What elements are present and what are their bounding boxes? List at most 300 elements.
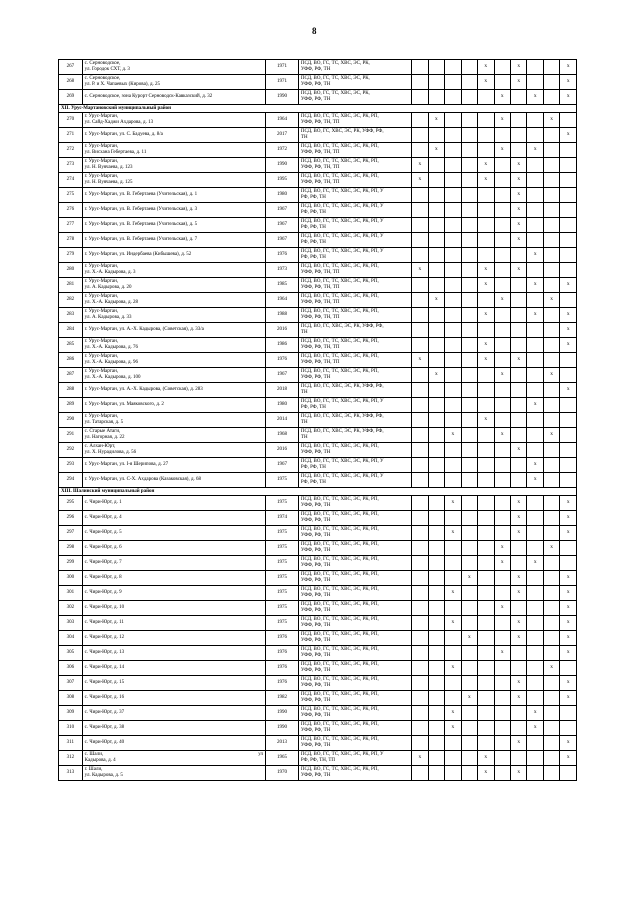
mark-cell xyxy=(428,691,444,706)
address-cell xyxy=(82,661,265,676)
mark-cell xyxy=(478,526,494,541)
works-cell xyxy=(298,188,411,203)
mark-cell xyxy=(494,398,510,413)
mark-cell xyxy=(494,496,510,511)
works-line: ПСД, ВО, ГС, ТС, ХВС, ЭС, РК, РП, xyxy=(300,542,379,548)
mark-cell xyxy=(494,60,510,75)
address-line: с. Чири-Юрт, д. 12 xyxy=(84,635,125,641)
mark-cell: x xyxy=(478,413,494,428)
mark-cell xyxy=(527,571,543,586)
mark-cell xyxy=(412,368,428,383)
mark-cell xyxy=(494,233,510,248)
mark-cell: x xyxy=(412,158,428,173)
works-line: ПСД, ВО, ГС, ХВС, ЭС, РК, УФФ, РФ, xyxy=(300,414,384,420)
mark-cell xyxy=(412,676,428,691)
works-line: ПСД, ВО, ГС, ТС, ХВС, ЭС, РК, РП, xyxy=(300,264,379,270)
mark-cell: x xyxy=(445,661,461,676)
mark-cell xyxy=(461,443,477,458)
mark-cell: x xyxy=(511,263,527,278)
mark-cell xyxy=(445,158,461,173)
mark-cell xyxy=(412,293,428,308)
mark-cell xyxy=(461,75,477,90)
mark-cell: x xyxy=(445,616,461,631)
year-cell: 1974 xyxy=(265,511,298,526)
mark-cell: x xyxy=(560,383,577,398)
address-line: с. Чири-Юрт, д. 8 xyxy=(84,575,122,581)
mark-cell xyxy=(445,691,461,706)
mark-cell xyxy=(445,398,461,413)
mark-cell xyxy=(527,413,543,428)
mark-cell xyxy=(527,383,543,398)
mark-cell xyxy=(478,496,494,511)
table-row xyxy=(59,113,577,128)
address-cell xyxy=(82,308,265,323)
row-number: 301 xyxy=(59,586,83,601)
works-cell xyxy=(298,113,411,128)
mark-cell xyxy=(461,128,477,143)
mark-cell: x xyxy=(494,601,510,616)
address-cell xyxy=(82,188,265,203)
mark-cell: x xyxy=(428,293,444,308)
mark-cell xyxy=(560,428,577,443)
mark-cell xyxy=(461,293,477,308)
mark-cell xyxy=(412,473,428,488)
mark-cell: x xyxy=(527,308,543,323)
mark-cell xyxy=(478,248,494,263)
table-row xyxy=(59,428,577,443)
address-line: с. Серноводское, xyxy=(84,76,121,82)
mark-cell xyxy=(543,751,559,766)
mark-cell xyxy=(428,473,444,488)
mark-cell: x xyxy=(445,496,461,511)
mark-cell xyxy=(511,368,527,383)
mark-cell xyxy=(478,661,494,676)
mark-cell: x xyxy=(494,556,510,571)
mark-cell xyxy=(494,443,510,458)
mark-cell xyxy=(494,526,510,541)
year-cell: 1967 xyxy=(265,218,298,233)
address-cell xyxy=(82,443,265,458)
mark-cell xyxy=(478,736,494,751)
mark-cell xyxy=(412,248,428,263)
works-line: ПСД, ВО, ГС, ТС, ХВС, ЭС, РК, РП, xyxy=(300,527,379,533)
mark-cell xyxy=(445,413,461,428)
mark-cell xyxy=(527,496,543,511)
mark-cell xyxy=(494,173,510,188)
table-row xyxy=(59,766,577,781)
address-cell xyxy=(82,556,265,571)
address-cell xyxy=(82,691,265,706)
mark-cell xyxy=(428,646,444,661)
works-line: ПСД, ВО, ГС, ТС, ХВС, ЭС, РК, РП, xyxy=(300,677,379,683)
mark-cell: x xyxy=(494,541,510,556)
mark-cell xyxy=(412,541,428,556)
mark-cell xyxy=(543,60,559,75)
year-cell: 2014 xyxy=(265,413,298,428)
mark-cell xyxy=(412,278,428,293)
works-line: УФФ, РФ, ТН xyxy=(300,623,331,628)
year-cell: 2016 xyxy=(265,443,298,458)
mark-cell: x xyxy=(478,751,494,766)
mark-cell xyxy=(412,526,428,541)
mark-cell: x xyxy=(478,278,494,293)
works-line: ПСД, ВО, ГС, ТС, ХВС, ЭС, РК, xyxy=(300,91,370,97)
mark-cell xyxy=(494,631,510,646)
mark-cell xyxy=(445,751,461,766)
mark-cell xyxy=(494,473,510,488)
mark-cell xyxy=(543,706,559,721)
mark-cell xyxy=(527,691,543,706)
address-line: г. Урус-Мартан, xyxy=(84,414,119,420)
address-line: ул. Кадырова, д. 5 xyxy=(84,773,123,778)
works-line: УФФ, РФ, ТН, ТП xyxy=(300,285,340,290)
mark-cell xyxy=(412,586,428,601)
address-line: ул. Х. Нурадилова, д. 56 xyxy=(84,450,137,455)
address-line: г. Урус-Мартан, ул. В. Гебертаева (Учительская), д. 7 xyxy=(84,237,198,243)
year-cell: 2017 xyxy=(265,128,298,143)
mark-cell: x xyxy=(494,428,510,443)
mark-cell xyxy=(445,338,461,353)
mark-cell xyxy=(560,368,577,383)
year-cell: 1967 xyxy=(265,368,298,383)
row-number: 310 xyxy=(59,721,83,736)
mark-cell: x xyxy=(412,263,428,278)
mark-cell xyxy=(560,143,577,158)
address-line: с. Алхан-Юрт, xyxy=(84,444,116,450)
mark-cell xyxy=(445,353,461,368)
table-row xyxy=(59,511,577,526)
mark-cell xyxy=(494,586,510,601)
mark-cell xyxy=(445,278,461,293)
mark-cell xyxy=(511,128,527,143)
row-number: 286 xyxy=(59,353,83,368)
address-line: г. Урус-Мартан, xyxy=(84,114,119,120)
mark-cell xyxy=(478,383,494,398)
table-row xyxy=(59,496,577,511)
mark-cell: x xyxy=(511,443,527,458)
mark-cell xyxy=(560,661,577,676)
works-line: УФФ, РФ, ТН xyxy=(300,375,331,380)
mark-cell: x xyxy=(527,458,543,473)
mark-cell xyxy=(461,368,477,383)
table-row xyxy=(59,128,577,143)
mark-cell xyxy=(412,661,428,676)
table-row xyxy=(59,233,577,248)
mark-cell xyxy=(494,736,510,751)
mark-cell xyxy=(428,676,444,691)
mark-cell xyxy=(543,278,559,293)
mark-cell: x xyxy=(478,263,494,278)
works-line: ПСД, ВО, ГС, ТС, ХВС, ЭС, РК, РП, xyxy=(300,587,379,593)
mark-cell: x xyxy=(527,556,543,571)
mark-cell xyxy=(461,616,477,631)
mark-cell xyxy=(478,556,494,571)
works-line: УФФ, РФ, ТН, ТП xyxy=(300,345,340,350)
address-cell xyxy=(82,383,265,398)
mark-cell xyxy=(461,398,477,413)
mark-cell xyxy=(445,443,461,458)
mark-cell xyxy=(511,338,527,353)
mark-cell xyxy=(461,188,477,203)
address-cell xyxy=(82,766,265,781)
table-row xyxy=(59,398,577,413)
mark-cell xyxy=(511,323,527,338)
works-cell xyxy=(298,293,411,308)
mark-cell: x xyxy=(511,158,527,173)
address-cell xyxy=(82,368,265,383)
works-cell xyxy=(298,263,411,278)
mark-cell xyxy=(461,541,477,556)
mark-cell xyxy=(461,473,477,488)
mark-cell xyxy=(543,263,559,278)
mark-cell xyxy=(461,278,477,293)
mark-cell xyxy=(511,143,527,158)
works-line: УФФ, РФ, ТН xyxy=(300,97,331,102)
works-line: ПСД, ВО, ГС, ТС, ХВС, ЭС, РК, РП, xyxy=(300,369,379,375)
mark-cell: x xyxy=(494,293,510,308)
mark-cell xyxy=(543,526,559,541)
mark-cell: x xyxy=(511,188,527,203)
mark-cell: x xyxy=(478,158,494,173)
address-cell xyxy=(82,736,265,751)
mark-cell: x xyxy=(560,511,577,526)
mark-cell xyxy=(445,473,461,488)
mark-cell xyxy=(494,308,510,323)
mark-cell xyxy=(428,661,444,676)
mark-cell: x xyxy=(412,353,428,368)
mark-cell xyxy=(527,676,543,691)
mark-cell xyxy=(543,571,559,586)
table-row xyxy=(59,143,577,158)
mark-cell xyxy=(412,458,428,473)
mark-cell xyxy=(478,601,494,616)
mark-cell xyxy=(527,616,543,631)
mark-cell xyxy=(412,766,428,781)
year-cell: 1995 xyxy=(265,173,298,188)
mark-cell: x xyxy=(461,631,477,646)
mark-cell xyxy=(478,443,494,458)
mark-cell xyxy=(461,383,477,398)
mark-cell xyxy=(511,646,527,661)
works-cell xyxy=(298,90,411,105)
mark-cell xyxy=(494,751,510,766)
mark-cell: x xyxy=(560,586,577,601)
mark-cell xyxy=(527,631,543,646)
mark-cell xyxy=(428,383,444,398)
mark-cell xyxy=(428,571,444,586)
works-cell xyxy=(298,75,411,90)
address-cell xyxy=(82,293,265,308)
mark-cell xyxy=(494,188,510,203)
mark-cell xyxy=(543,736,559,751)
year-cell: 1976 xyxy=(265,646,298,661)
mark-cell xyxy=(428,60,444,75)
mark-cell xyxy=(527,158,543,173)
mark-cell xyxy=(511,383,527,398)
mark-cell xyxy=(461,676,477,691)
works-line: ПСД, ВО, ГС, ТС, ХВС, ЭС, РК, xyxy=(300,76,370,82)
mark-cell xyxy=(445,113,461,128)
mark-cell xyxy=(461,428,477,443)
mark-cell xyxy=(560,473,577,488)
mark-cell xyxy=(461,353,477,368)
works-line: ПСД, ВО, ГС, ТС, ХВС, ЭС, РК, РП, У xyxy=(300,474,384,480)
mark-cell xyxy=(445,263,461,278)
mark-cell xyxy=(511,751,527,766)
mark-cell: x xyxy=(560,278,577,293)
mark-cell xyxy=(412,308,428,323)
mark-cell xyxy=(527,338,543,353)
works-line: ПСД, ВО, ГС, ТС, ХВС, ЭС, РК, РП, У xyxy=(300,249,384,255)
address-line: г. Урус-Мартан, xyxy=(84,159,119,165)
mark-cell xyxy=(412,413,428,428)
mark-cell xyxy=(461,706,477,721)
mark-cell: x xyxy=(560,676,577,691)
mark-cell xyxy=(543,308,559,323)
mark-cell xyxy=(560,458,577,473)
works-line: УФФ, РФ, ТН, ТП xyxy=(300,165,340,170)
mark-cell: x xyxy=(461,571,477,586)
mark-cell xyxy=(412,75,428,90)
mark-cell xyxy=(461,766,477,781)
mark-cell xyxy=(494,128,510,143)
mark-cell xyxy=(527,368,543,383)
works-cell xyxy=(298,248,411,263)
table-row xyxy=(59,556,577,571)
works-cell xyxy=(298,526,411,541)
mark-cell xyxy=(527,736,543,751)
mark-cell xyxy=(428,766,444,781)
works-cell xyxy=(298,173,411,188)
year-cell: 1990 xyxy=(265,90,298,105)
works-cell xyxy=(298,338,411,353)
mark-cell xyxy=(428,128,444,143)
address-cell xyxy=(82,143,265,158)
row-number: 291 xyxy=(59,428,83,443)
mark-cell: x xyxy=(511,526,527,541)
works-cell xyxy=(298,706,411,721)
mark-cell xyxy=(445,90,461,105)
mark-cell xyxy=(494,218,510,233)
table-row xyxy=(59,473,577,488)
mark-cell xyxy=(412,428,428,443)
mark-cell xyxy=(428,631,444,646)
year-cell: 1976 xyxy=(265,676,298,691)
mark-cell: x xyxy=(560,496,577,511)
mark-cell: x xyxy=(511,631,527,646)
address-line: г. Урус-Мартан, ул. I-я Шерипова, д. 27 xyxy=(84,462,169,468)
mark-cell xyxy=(461,646,477,661)
mark-cell xyxy=(428,526,444,541)
table-row xyxy=(59,218,577,233)
address-cell xyxy=(82,706,265,721)
works-line: ПСД, ВО, ГС, ТС, ХВС, ЭС, РК, РП, У xyxy=(300,234,384,240)
mark-cell xyxy=(428,173,444,188)
mark-cell xyxy=(494,706,510,721)
mark-cell xyxy=(543,413,559,428)
mark-cell xyxy=(560,556,577,571)
mark-cell: x xyxy=(445,721,461,736)
mark-cell xyxy=(543,158,559,173)
mark-cell: x xyxy=(527,721,543,736)
mark-cell xyxy=(494,721,510,736)
table-row xyxy=(59,173,577,188)
mark-cell xyxy=(461,458,477,473)
address-line: ул. Нагорная, д. 22 xyxy=(84,435,125,440)
mark-cell xyxy=(461,496,477,511)
works-line: ПСД, ВО, ГС, ТС, ХВС, ЭС, РК, РП, xyxy=(300,309,379,315)
row-number: 295 xyxy=(59,496,83,511)
mark-cell xyxy=(494,248,510,263)
year-cell: 1973 xyxy=(265,263,298,278)
address-cell xyxy=(82,233,265,248)
works-cell xyxy=(298,323,411,338)
works-cell xyxy=(298,736,411,751)
table-row xyxy=(59,646,577,661)
mark-cell xyxy=(428,496,444,511)
mark-cell: x xyxy=(543,541,559,556)
works-cell xyxy=(298,203,411,218)
works-cell xyxy=(298,601,411,616)
mark-cell xyxy=(511,541,527,556)
works-line: ПСД, ВО, ГС, ТС, ХВС, ЭС, РК, РП, xyxy=(300,617,379,623)
mark-cell xyxy=(412,601,428,616)
row-number: 285 xyxy=(59,338,83,353)
mark-cell: x xyxy=(560,90,577,105)
mark-cell xyxy=(543,128,559,143)
mark-cell xyxy=(412,323,428,338)
table-row xyxy=(59,353,577,368)
address-line: с. Чири-Юрт, д. 4 xyxy=(84,515,122,521)
works-line: УФФ, РФ, ТН xyxy=(300,668,331,673)
table-row xyxy=(59,706,577,721)
mark-cell xyxy=(560,173,577,188)
mark-cell xyxy=(543,586,559,601)
mark-cell xyxy=(527,766,543,781)
address-line: с. Серноводское, зона Курорт Серноводск-Кавказский, д. 32 xyxy=(84,94,213,100)
works-line: ПСД, ВО, ГС, ТС, ХВС, ЭС, РК, РП, xyxy=(300,632,379,638)
row-number: 305 xyxy=(59,646,83,661)
mark-cell xyxy=(428,541,444,556)
section-row xyxy=(59,105,577,113)
mark-cell xyxy=(478,203,494,218)
table-row xyxy=(59,571,577,586)
works-line: ПСД, ВО, ГС, ТС, ХВС, ЭС, РК, РП, xyxy=(300,339,379,345)
mark-cell: x xyxy=(511,218,527,233)
works-line: УФФ, РФ, ТН xyxy=(300,683,331,688)
mark-cell xyxy=(428,75,444,90)
works-cell xyxy=(298,661,411,676)
mark-cell xyxy=(560,218,577,233)
address-cell xyxy=(82,473,265,488)
address-cell xyxy=(82,413,265,428)
mark-cell xyxy=(511,556,527,571)
year-cell: 2018 xyxy=(265,383,298,398)
works-line: ПСД, ВО, ГС, ТС, ХВС, ЭС, РК, РП, xyxy=(300,279,379,285)
year-cell: 2016 xyxy=(265,323,298,338)
address-cell xyxy=(82,586,265,601)
mark-cell xyxy=(445,368,461,383)
section-row xyxy=(59,488,577,496)
works-line: ПСД, ВО, ГС, ХВС, ЭС, РК, УФФ, РФ, xyxy=(300,384,384,390)
address-line: с. Чири-Юрт, д. 6 xyxy=(84,545,122,551)
mark-cell xyxy=(478,691,494,706)
works-cell xyxy=(298,158,411,173)
mark-cell: x xyxy=(478,353,494,368)
address-line: Кадырова, д. 4 xyxy=(84,758,116,763)
address-cell xyxy=(82,323,265,338)
address-cell xyxy=(82,75,265,90)
